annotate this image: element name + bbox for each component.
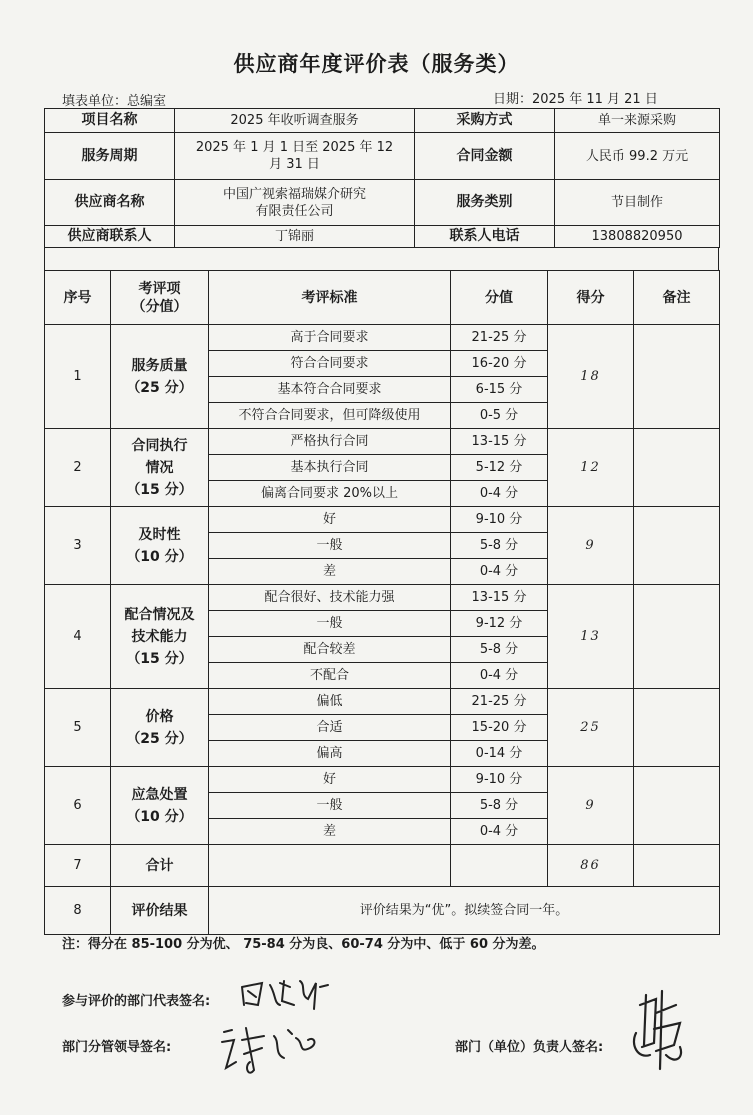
result-text: 评价结果为“优”。拟续签合同一年。 bbox=[209, 887, 720, 935]
score-row bbox=[45, 585, 720, 611]
purchase-method-value: 单一来源采购 bbox=[555, 109, 720, 133]
points-cell: 9-12 分 bbox=[451, 611, 548, 637]
score-row bbox=[45, 429, 720, 455]
service-type-label: 服务类别 bbox=[415, 180, 555, 226]
header-item bbox=[111, 271, 209, 325]
service-period-line1: 2025 年 1 月 1 日至 2025 年 12 bbox=[195, 140, 394, 155]
leader-signature bbox=[214, 1018, 334, 1088]
head-signature-label: 部门（单位）负责人签名: bbox=[455, 1040, 604, 1055]
total-score: 86 bbox=[548, 845, 634, 887]
points-cell: 9-10 分 bbox=[451, 507, 548, 533]
item-name-name1: 配合情况及 bbox=[124, 606, 195, 623]
standard-cell: 一般 bbox=[209, 611, 451, 637]
total-standard-empty bbox=[209, 845, 451, 887]
header-no: 序号 bbox=[45, 271, 111, 325]
points-cell: 13-15 分 bbox=[451, 585, 548, 611]
item-score: 13 bbox=[548, 585, 634, 689]
contract-amount-label: 合同金额 bbox=[415, 133, 555, 180]
item-no: 4 bbox=[45, 585, 111, 689]
points-cell: 5-8 分 bbox=[451, 637, 548, 663]
supplier-name-line2: 有限责任公司 bbox=[255, 203, 334, 219]
project-name-value: 2025 年收听调查服务 bbox=[175, 109, 415, 133]
total-label: 合计 bbox=[111, 845, 209, 887]
item-remark bbox=[634, 689, 720, 767]
item-name-name3: （10 分） bbox=[126, 808, 193, 825]
contract-amount-value: 人民币 99.2 万元 bbox=[555, 133, 720, 180]
grading-note: 注：得分在 85-100 分为优、 75-84 分为良、60-74 分为中、低于 60 分为差。 bbox=[62, 937, 545, 952]
standard-cell: 偏高 bbox=[209, 741, 451, 767]
item-name bbox=[111, 689, 209, 767]
supplier-name-value bbox=[175, 180, 415, 226]
standard-cell: 基本符合合同要求 bbox=[209, 377, 451, 403]
filling-unit: 填表单位：总编室 bbox=[62, 94, 167, 109]
item-name bbox=[111, 507, 209, 585]
header-item-line2: （分值） bbox=[131, 298, 188, 315]
form-date: 日期：2025 年 11 月 21 日 bbox=[493, 92, 658, 107]
points-cell: 5-8 分 bbox=[451, 533, 548, 559]
item-remark bbox=[634, 325, 720, 429]
header-standard: 考评标准 bbox=[209, 271, 451, 325]
total-no: 7 bbox=[45, 845, 111, 887]
result-no: 8 bbox=[45, 887, 111, 935]
item-remark bbox=[634, 767, 720, 845]
contact-label: 供应商联系人 bbox=[45, 226, 175, 248]
standard-cell: 配合很好、技术能力强 bbox=[209, 585, 451, 611]
standard-cell: 偏低 bbox=[209, 689, 451, 715]
item-name-name1: 及时性 bbox=[138, 526, 181, 543]
standard-cell: 配合较差 bbox=[209, 637, 451, 663]
score-row bbox=[45, 507, 720, 533]
standard-cell: 偏离合同要求 20%以上 bbox=[209, 481, 451, 507]
item-remark bbox=[634, 429, 720, 507]
head-signature bbox=[626, 985, 696, 1080]
result-row bbox=[45, 887, 720, 935]
dept-rep-signature-label: 参与评价的部门代表签名: bbox=[62, 994, 211, 1009]
points-cell: 16-20 分 bbox=[451, 351, 548, 377]
result-label: 评价结果 bbox=[111, 887, 209, 935]
standard-cell: 一般 bbox=[209, 533, 451, 559]
standard-cell: 差 bbox=[209, 559, 451, 585]
item-name bbox=[111, 585, 209, 689]
total-remark bbox=[634, 845, 720, 887]
item-score: 9 bbox=[548, 767, 634, 845]
dept-rep-signature bbox=[236, 975, 336, 1017]
total-row bbox=[45, 845, 720, 887]
phone-value: 13808820950 bbox=[555, 226, 720, 248]
item-no: 3 bbox=[45, 507, 111, 585]
points-cell: 0-4 分 bbox=[451, 559, 548, 585]
standard-cell: 好 bbox=[209, 507, 451, 533]
item-no: 1 bbox=[45, 325, 111, 429]
points-cell: 21-25 分 bbox=[451, 689, 548, 715]
item-score: 12 bbox=[548, 429, 634, 507]
standard-cell: 不配合 bbox=[209, 663, 451, 689]
service-type-value: 节目制作 bbox=[555, 180, 720, 226]
item-name-name1: 应急处置 bbox=[131, 786, 188, 803]
item-name-name1: 合同执行 bbox=[131, 437, 188, 454]
points-cell: 13-15 分 bbox=[451, 429, 548, 455]
score-table bbox=[44, 270, 720, 935]
standard-cell: 符合合同要求 bbox=[209, 351, 451, 377]
standard-cell: 好 bbox=[209, 767, 451, 793]
project-name-label: 项目名称 bbox=[45, 109, 175, 133]
item-name-name2: 技术能力 bbox=[131, 628, 188, 645]
score-row bbox=[45, 689, 720, 715]
item-name bbox=[111, 325, 209, 429]
item-name-name3: （25 分） bbox=[126, 730, 193, 747]
supplier-info-table bbox=[44, 108, 720, 248]
item-name bbox=[111, 429, 209, 507]
score-header-row bbox=[45, 271, 720, 325]
item-score: 18 bbox=[548, 325, 634, 429]
points-cell: 0-14 分 bbox=[451, 741, 548, 767]
item-score: 9 bbox=[548, 507, 634, 585]
service-period-value bbox=[175, 133, 415, 180]
points-cell: 0-4 分 bbox=[451, 663, 548, 689]
service-period-label: 服务周期 bbox=[45, 133, 175, 180]
item-name-name2: 情况 bbox=[145, 459, 174, 476]
header-points: 分值 bbox=[451, 271, 548, 325]
leader-signature-label: 部门分管领导签名: bbox=[62, 1040, 172, 1055]
item-no: 2 bbox=[45, 429, 111, 507]
score-row bbox=[45, 325, 720, 351]
points-cell: 6-15 分 bbox=[451, 377, 548, 403]
service-period-line2: 月 31 日 bbox=[269, 157, 320, 172]
item-no: 5 bbox=[45, 689, 111, 767]
supplier-name-line1: 中国广视索福瑞媒介研究 bbox=[222, 186, 366, 202]
item-name-name1: 价格 bbox=[145, 708, 174, 725]
item-name-name1: 服务质量 bbox=[131, 357, 188, 374]
standard-cell: 一般 bbox=[209, 793, 451, 819]
standard-cell: 严格执行合同 bbox=[209, 429, 451, 455]
form-title: 供应商年度评价表（服务类） bbox=[233, 52, 520, 76]
item-name-name3: （15 分） bbox=[126, 481, 193, 498]
contact-value: 丁锦丽 bbox=[175, 226, 415, 248]
standard-cell: 高于合同要求 bbox=[209, 325, 451, 351]
item-remark bbox=[634, 507, 720, 585]
points-cell: 15-20 分 bbox=[451, 715, 548, 741]
points-cell: 0-5 分 bbox=[451, 403, 548, 429]
item-score: 25 bbox=[548, 689, 634, 767]
supplier-name-label: 供应商名称 bbox=[45, 180, 175, 226]
points-cell: 0-4 分 bbox=[451, 819, 548, 845]
item-no: 6 bbox=[45, 767, 111, 845]
points-cell: 0-4 分 bbox=[451, 481, 548, 507]
header-item-line1: 考评项 bbox=[138, 280, 181, 297]
item-name-name3: （10 分） bbox=[126, 548, 193, 565]
blank-row bbox=[44, 248, 719, 270]
points-cell: 21-25 分 bbox=[451, 325, 548, 351]
points-cell: 5-8 分 bbox=[451, 793, 548, 819]
item-remark bbox=[634, 585, 720, 689]
standard-cell: 基本执行合同 bbox=[209, 455, 451, 481]
points-cell: 5-12 分 bbox=[451, 455, 548, 481]
item-name-name3: （15 分） bbox=[126, 650, 193, 667]
score-row bbox=[45, 767, 720, 793]
header-score: 得分 bbox=[548, 271, 634, 325]
item-name-name3: （25 分） bbox=[126, 379, 193, 396]
purchase-method-label: 采购方式 bbox=[415, 109, 555, 133]
standard-cell: 合适 bbox=[209, 715, 451, 741]
item-name bbox=[111, 767, 209, 845]
header-remark: 备注 bbox=[634, 271, 720, 325]
total-points-empty bbox=[451, 845, 548, 887]
phone-label: 联系人电话 bbox=[415, 226, 555, 248]
points-cell: 9-10 分 bbox=[451, 767, 548, 793]
standard-cell: 差 bbox=[209, 819, 451, 845]
standard-cell: 不符合合同要求，但可降级使用 bbox=[209, 403, 451, 429]
